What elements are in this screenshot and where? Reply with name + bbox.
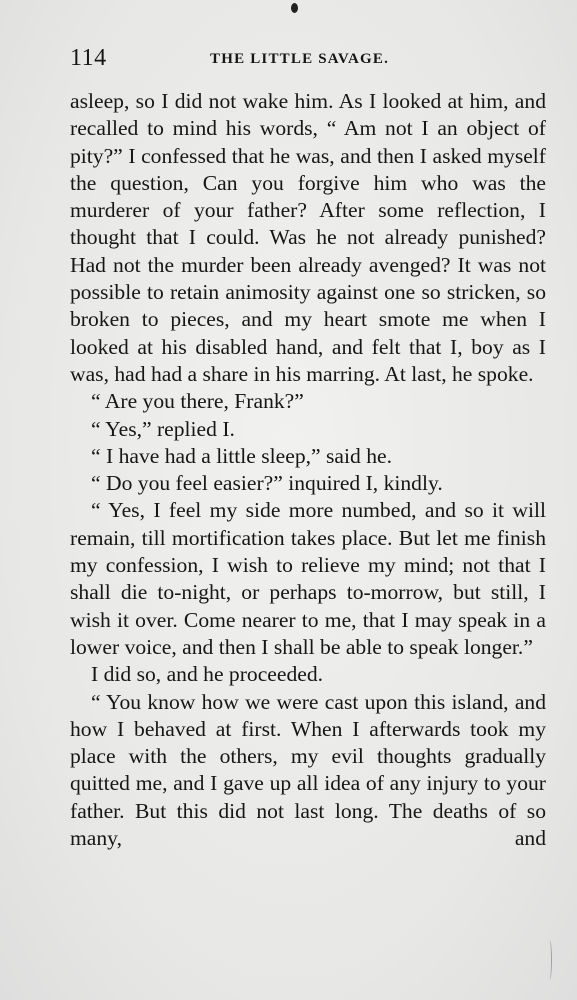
ink-mark xyxy=(291,3,298,13)
paragraph: “ I have had a little sleep,” said he. xyxy=(91,443,392,468)
paragraph: asleep, so I did not wake him. As I looked at him, and recalled to mind his words, “ Am not I an object of pity?” I confessed that he was, and then I asked myself the question, Can you forgive him who was the murderer of your father? After some reflection, I thought that I could. Was he not already punished? Had not the murder been already avenged? It was not possible to retain animosity against one so stricken, so broken to pieces, and my heart smote me when I looked at his disabled hand, and felt that I, boy as I was, had had a share in his marring. At last, he spoke. xyxy=(70,89,546,386)
paragraph: “ Yes,” replied I. xyxy=(91,416,235,441)
running-head: THE LITTLE SAVAGE. xyxy=(210,51,390,67)
page-number: 114 xyxy=(70,45,107,71)
paragraph: I did so, and he proceeded. xyxy=(91,662,324,687)
paragraph: “ You know how we were cast upon this island, and how I behaved at first. When I afterwards took my place with the others, my evil thoughts gradually quitted me, and I gave up all idea of any injury to your father. But this did not last long. The deaths of so many, and xyxy=(70,689,546,851)
paragraph: “ Yes, I feel my side more numbed, and so it will remain, till mortification takes place. But let me finish my confession, I wish to relieve my mind; not that I shall die to-night, or perhaps to-morrow, but still, I wish it over. Come nearer to me, that I may speak in a lower voice, and then I shall be able to speak longer.” xyxy=(70,498,546,659)
body-text xyxy=(70,88,546,852)
page-edge-mark xyxy=(547,940,552,980)
paragraph: “ Are you there, Frank?” xyxy=(91,389,304,414)
page-header xyxy=(70,45,542,73)
paragraph: “ Do you feel easier?” inquired I, kindly. xyxy=(91,471,443,496)
